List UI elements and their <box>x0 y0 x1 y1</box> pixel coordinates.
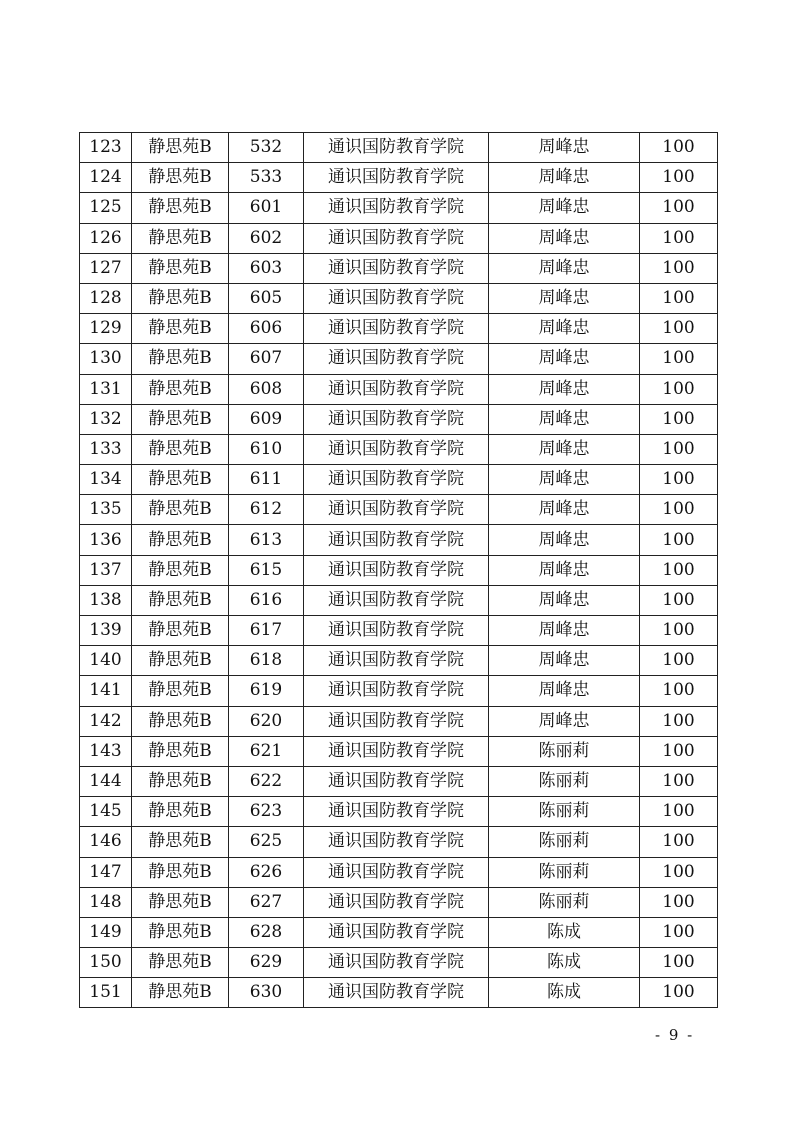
college-cell: 通识国防教育学院 <box>304 585 489 615</box>
building-cell: 静思苑B <box>132 676 229 706</box>
room-number-cell: 616 <box>229 585 304 615</box>
row-number-cell: 140 <box>80 646 132 676</box>
college-cell: 通识国防教育学院 <box>304 495 489 525</box>
score-cell: 100 <box>640 495 718 525</box>
building-cell: 静思苑B <box>132 887 229 917</box>
building-cell: 静思苑B <box>132 374 229 404</box>
college-cell: 通识国防教育学院 <box>304 978 489 1008</box>
college-cell: 通识国防教育学院 <box>304 374 489 404</box>
row-number-cell: 134 <box>80 465 132 495</box>
counselor-cell: 周峰忠 <box>489 163 640 193</box>
table-row <box>80 163 718 193</box>
score-cell: 100 <box>640 163 718 193</box>
building-cell: 静思苑B <box>132 525 229 555</box>
score-cell: 100 <box>640 978 718 1008</box>
row-number-cell: 132 <box>80 404 132 434</box>
college-cell: 通识国防教育学院 <box>304 706 489 736</box>
row-number-cell: 128 <box>80 283 132 313</box>
room-number-cell: 609 <box>229 404 304 434</box>
table-row <box>80 404 718 434</box>
score-cell: 100 <box>640 253 718 283</box>
room-number-cell: 628 <box>229 917 304 947</box>
counselor-cell: 周峰忠 <box>489 434 640 464</box>
room-number-cell: 612 <box>229 495 304 525</box>
building-cell: 静思苑B <box>132 917 229 947</box>
row-number-cell: 144 <box>80 766 132 796</box>
table-row <box>80 314 718 344</box>
building-cell: 静思苑B <box>132 857 229 887</box>
row-number-cell: 129 <box>80 314 132 344</box>
building-cell: 静思苑B <box>132 827 229 857</box>
counselor-cell: 陈丽莉 <box>489 857 640 887</box>
college-cell: 通识国防教育学院 <box>304 344 489 374</box>
room-number-cell: 613 <box>229 525 304 555</box>
row-number-cell: 133 <box>80 434 132 464</box>
room-number-cell: 623 <box>229 797 304 827</box>
room-number-cell: 627 <box>229 887 304 917</box>
table-row <box>80 797 718 827</box>
score-cell: 100 <box>640 616 718 646</box>
room-number-cell: 606 <box>229 314 304 344</box>
row-number-cell: 135 <box>80 495 132 525</box>
score-cell: 100 <box>640 374 718 404</box>
row-number-cell: 138 <box>80 585 132 615</box>
counselor-cell: 周峰忠 <box>489 253 640 283</box>
score-cell: 100 <box>640 706 718 736</box>
counselor-cell: 周峰忠 <box>489 585 640 615</box>
table-row <box>80 917 718 947</box>
counselor-cell: 周峰忠 <box>489 344 640 374</box>
counselor-cell: 周峰忠 <box>489 223 640 253</box>
table-row <box>80 706 718 736</box>
table-row <box>80 948 718 978</box>
table-row <box>80 223 718 253</box>
college-cell: 通识国防教育学院 <box>304 404 489 434</box>
room-number-cell: 619 <box>229 676 304 706</box>
score-cell: 100 <box>640 133 718 163</box>
table-row <box>80 193 718 223</box>
table-row <box>80 434 718 464</box>
college-cell: 通识国防教育学院 <box>304 193 489 223</box>
counselor-cell: 周峰忠 <box>489 404 640 434</box>
counselor-cell: 陈丽莉 <box>489 887 640 917</box>
score-cell: 100 <box>640 465 718 495</box>
table-row <box>80 465 718 495</box>
counselor-cell: 陈成 <box>489 917 640 947</box>
college-cell: 通识国防教育学院 <box>304 948 489 978</box>
building-cell: 静思苑B <box>132 283 229 313</box>
building-cell: 静思苑B <box>132 706 229 736</box>
row-number-cell: 126 <box>80 223 132 253</box>
college-cell: 通识国防教育学院 <box>304 465 489 495</box>
college-cell: 通识国防教育学院 <box>304 133 489 163</box>
college-cell: 通识国防教育学院 <box>304 766 489 796</box>
row-number-cell: 127 <box>80 253 132 283</box>
room-number-cell: 626 <box>229 857 304 887</box>
building-cell: 静思苑B <box>132 585 229 615</box>
page-number: - 9 - <box>655 1026 695 1044</box>
score-cell: 100 <box>640 344 718 374</box>
college-cell: 通识国防教育学院 <box>304 646 489 676</box>
score-cell: 100 <box>640 434 718 464</box>
building-cell: 静思苑B <box>132 344 229 374</box>
score-cell: 100 <box>640 736 718 766</box>
counselor-cell: 陈丽莉 <box>489 797 640 827</box>
building-cell: 静思苑B <box>132 616 229 646</box>
room-number-cell: 601 <box>229 193 304 223</box>
building-cell: 静思苑B <box>132 253 229 283</box>
table-row <box>80 283 718 313</box>
table-row <box>80 857 718 887</box>
table-row <box>80 646 718 676</box>
building-cell: 静思苑B <box>132 465 229 495</box>
row-number-cell: 145 <box>80 797 132 827</box>
counselor-cell: 周峰忠 <box>489 314 640 344</box>
row-number-cell: 125 <box>80 193 132 223</box>
score-cell: 100 <box>640 525 718 555</box>
counselor-cell: 周峰忠 <box>489 495 640 525</box>
score-cell: 100 <box>640 827 718 857</box>
room-number-cell: 602 <box>229 223 304 253</box>
counselor-cell: 陈丽莉 <box>489 736 640 766</box>
college-cell: 通识国防教育学院 <box>304 555 489 585</box>
row-number-cell: 123 <box>80 133 132 163</box>
table-row <box>80 525 718 555</box>
table-row <box>80 887 718 917</box>
table-row <box>80 253 718 283</box>
room-number-cell: 618 <box>229 646 304 676</box>
room-number-cell: 603 <box>229 253 304 283</box>
score-cell: 100 <box>640 283 718 313</box>
counselor-cell: 周峰忠 <box>489 283 640 313</box>
row-number-cell: 148 <box>80 887 132 917</box>
counselor-cell: 周峰忠 <box>489 465 640 495</box>
college-cell: 通识国防教育学院 <box>304 676 489 706</box>
row-number-cell: 139 <box>80 616 132 646</box>
score-cell: 100 <box>640 555 718 585</box>
table-row <box>80 495 718 525</box>
room-number-cell: 625 <box>229 827 304 857</box>
building-cell: 静思苑B <box>132 766 229 796</box>
college-cell: 通识国防教育学院 <box>304 616 489 646</box>
dorm-score-table <box>79 132 718 1008</box>
table-row <box>80 374 718 404</box>
counselor-cell: 周峰忠 <box>489 555 640 585</box>
score-cell: 100 <box>640 917 718 947</box>
building-cell: 静思苑B <box>132 223 229 253</box>
row-number-cell: 151 <box>80 978 132 1008</box>
score-cell: 100 <box>640 585 718 615</box>
college-cell: 通识国防教育学院 <box>304 857 489 887</box>
college-cell: 通识国防教育学院 <box>304 887 489 917</box>
score-cell: 100 <box>640 223 718 253</box>
college-cell: 通识国防教育学院 <box>304 736 489 766</box>
college-cell: 通识国防教育学院 <box>304 253 489 283</box>
room-number-cell: 607 <box>229 344 304 374</box>
counselor-cell: 陈丽莉 <box>489 827 640 857</box>
counselor-cell: 陈成 <box>489 948 640 978</box>
table-row <box>80 585 718 615</box>
table-row <box>80 978 718 1008</box>
table-row <box>80 616 718 646</box>
building-cell: 静思苑B <box>132 404 229 434</box>
score-cell: 100 <box>640 676 718 706</box>
row-number-cell: 124 <box>80 163 132 193</box>
room-number-cell: 611 <box>229 465 304 495</box>
college-cell: 通识国防教育学院 <box>304 283 489 313</box>
row-number-cell: 147 <box>80 857 132 887</box>
row-number-cell: 141 <box>80 676 132 706</box>
college-cell: 通识国防教育学院 <box>304 797 489 827</box>
room-number-cell: 610 <box>229 434 304 464</box>
building-cell: 静思苑B <box>132 314 229 344</box>
score-cell: 100 <box>640 314 718 344</box>
row-number-cell: 142 <box>80 706 132 736</box>
room-number-cell: 629 <box>229 948 304 978</box>
table-body <box>80 133 718 1008</box>
building-cell: 静思苑B <box>132 133 229 163</box>
building-cell: 静思苑B <box>132 163 229 193</box>
score-cell: 100 <box>640 404 718 434</box>
college-cell: 通识国防教育学院 <box>304 525 489 555</box>
college-cell: 通识国防教育学院 <box>304 917 489 947</box>
counselor-cell: 周峰忠 <box>489 616 640 646</box>
row-number-cell: 131 <box>80 374 132 404</box>
row-number-cell: 146 <box>80 827 132 857</box>
building-cell: 静思苑B <box>132 434 229 464</box>
counselor-cell: 周峰忠 <box>489 525 640 555</box>
table-row <box>80 827 718 857</box>
score-cell: 100 <box>640 766 718 796</box>
counselor-cell: 周峰忠 <box>489 706 640 736</box>
college-cell: 通识国防教育学院 <box>304 434 489 464</box>
room-number-cell: 608 <box>229 374 304 404</box>
room-number-cell: 617 <box>229 616 304 646</box>
building-cell: 静思苑B <box>132 978 229 1008</box>
building-cell: 静思苑B <box>132 797 229 827</box>
counselor-cell: 周峰忠 <box>489 193 640 223</box>
table-row <box>80 766 718 796</box>
row-number-cell: 143 <box>80 736 132 766</box>
row-number-cell: 136 <box>80 525 132 555</box>
counselor-cell: 陈丽莉 <box>489 766 640 796</box>
building-cell: 静思苑B <box>132 646 229 676</box>
table-row <box>80 344 718 374</box>
table-row <box>80 676 718 706</box>
score-cell: 100 <box>640 646 718 676</box>
score-cell: 100 <box>640 797 718 827</box>
row-number-cell: 149 <box>80 917 132 947</box>
counselor-cell: 陈成 <box>489 978 640 1008</box>
counselor-cell: 周峰忠 <box>489 676 640 706</box>
score-cell: 100 <box>640 857 718 887</box>
score-cell: 100 <box>640 887 718 917</box>
room-number-cell: 605 <box>229 283 304 313</box>
building-cell: 静思苑B <box>132 736 229 766</box>
row-number-cell: 137 <box>80 555 132 585</box>
college-cell: 通识国防教育学院 <box>304 163 489 193</box>
room-number-cell: 620 <box>229 706 304 736</box>
building-cell: 静思苑B <box>132 495 229 525</box>
room-number-cell: 630 <box>229 978 304 1008</box>
college-cell: 通识国防教育学院 <box>304 314 489 344</box>
building-cell: 静思苑B <box>132 193 229 223</box>
counselor-cell: 周峰忠 <box>489 646 640 676</box>
score-cell: 100 <box>640 193 718 223</box>
room-number-cell: 533 <box>229 163 304 193</box>
row-number-cell: 130 <box>80 344 132 374</box>
room-number-cell: 615 <box>229 555 304 585</box>
row-number-cell: 150 <box>80 948 132 978</box>
counselor-cell: 周峰忠 <box>489 133 640 163</box>
table-row <box>80 555 718 585</box>
room-number-cell: 532 <box>229 133 304 163</box>
table-row <box>80 133 718 163</box>
room-number-cell: 622 <box>229 766 304 796</box>
table-row <box>80 736 718 766</box>
counselor-cell: 周峰忠 <box>489 374 640 404</box>
building-cell: 静思苑B <box>132 555 229 585</box>
score-cell: 100 <box>640 948 718 978</box>
room-number-cell: 621 <box>229 736 304 766</box>
building-cell: 静思苑B <box>132 948 229 978</box>
college-cell: 通识国防教育学院 <box>304 223 489 253</box>
college-cell: 通识国防教育学院 <box>304 827 489 857</box>
